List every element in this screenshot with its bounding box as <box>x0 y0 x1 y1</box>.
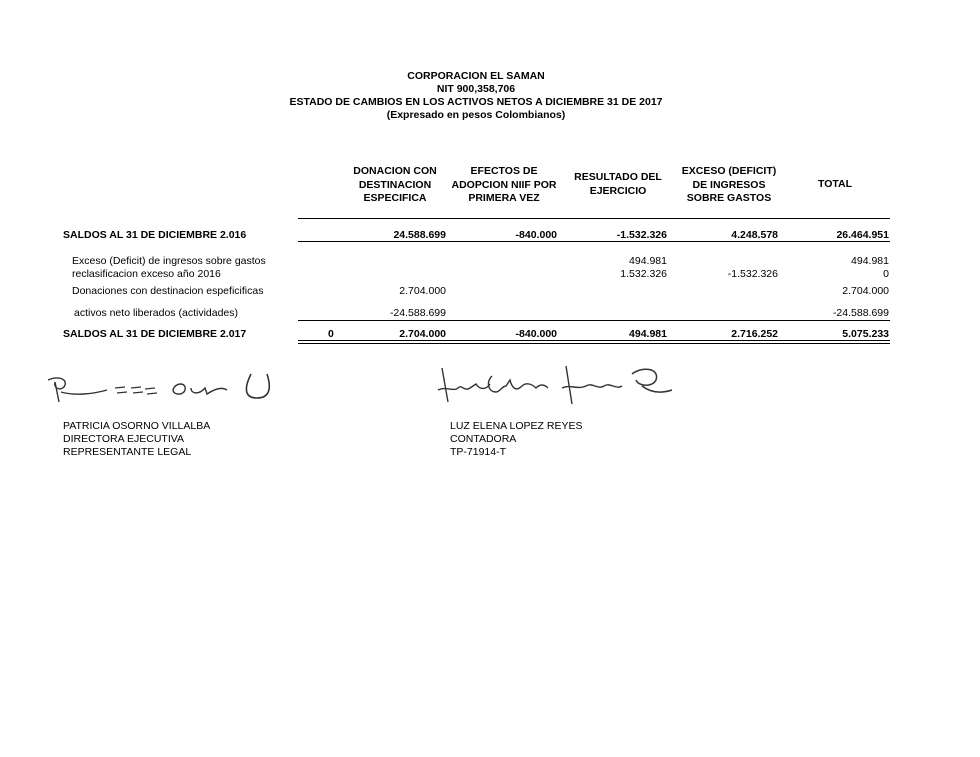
cell-reclasificacion-exceso: -1.532.326 <box>727 268 778 280</box>
signer-right-role: TP-71914-T <box>450 446 507 458</box>
statement-title: ESTADO DE CAMBIOS EN LOS ACTIVOS NETOS A DICIEMBRE 31 DE 2017 <box>289 96 663 108</box>
cell-saldos-2016-niif: -840.000 <box>515 229 557 241</box>
cell-saldos-2017-exceso: 2.716.252 <box>731 328 778 340</box>
cell-saldos-2016-resultado: -1.532.326 <box>616 229 667 241</box>
cell-saldos-2016-total: 26.464.951 <box>836 229 889 241</box>
signer-left-role: REPRESENTANTE LEGAL <box>63 446 192 458</box>
column-header-donacion: DONACION CON DESTINACION ESPECIFICA <box>353 165 437 204</box>
cell-saldos-2017-donacion: 2.704.000 <box>399 328 446 340</box>
header-rule <box>298 218 890 219</box>
cell-reclasificacion-total: 0 <box>883 268 889 280</box>
signer-right-title: CONTADORA <box>450 433 517 445</box>
cell-donaciones-total: 2.704.000 <box>842 285 889 297</box>
row-label-saldos-2017: SALDOS AL 31 DE DICIEMBRE 2.017 <box>63 328 247 340</box>
cell-activos-donacion: -24.588.699 <box>389 307 446 319</box>
row-label-activos: activos neto liberados (actividades) <box>74 307 239 319</box>
cell-saldos-2017-total: 5.075.233 <box>842 328 889 340</box>
double-rule-top <box>298 340 890 341</box>
currency-note: (Expresado en pesos Colombianos) <box>386 109 566 121</box>
cell-exceso-resultado: 494.981 <box>629 255 667 267</box>
cell-saldos-2016-donacion: 24.588.699 <box>393 229 446 241</box>
signer-left-name: PATRICIA OSORNO VILLALBA <box>63 420 211 432</box>
row-label-exceso: Exceso (Deficit) de ingresos sobre gastos <box>72 255 266 267</box>
row-label-donaciones: Donaciones con destinacion espeficificas <box>72 285 264 297</box>
cell-activos-total: -24.588.699 <box>832 307 889 319</box>
company-nit: NIT 900,358,706 <box>436 83 516 95</box>
saldos-2016-rule <box>298 241 890 242</box>
signature-right <box>436 362 676 412</box>
signer-right-name: LUZ ELENA LOPEZ REYES <box>450 420 583 432</box>
column-header-exceso: EXCESO (DEFICIT) DE INGRESOS SOBRE GASTOS <box>681 165 777 204</box>
signer-left-title: DIRECTORA EJECUTIVA <box>63 433 184 445</box>
signature-left <box>45 368 285 408</box>
activos-rule <box>298 320 890 321</box>
cell-saldos-2017-prefix: 0 <box>328 328 334 340</box>
row-label-reclasificacion: reclasificacion exceso año 2016 <box>72 268 221 280</box>
cell-saldos-2017-resultado: 494.981 <box>629 328 667 340</box>
column-header-efectos-niif: EFECTOS DE ADOPCION NIIF POR PRIMERA VEZ <box>451 165 557 204</box>
double-rule-bottom <box>298 343 890 344</box>
column-header-total: TOTAL <box>817 178 853 190</box>
row-label-saldos-2016: SALDOS AL 31 DE DICIEMBRE 2.016 <box>63 229 247 241</box>
cell-reclasificacion-resultado: 1.532.326 <box>620 268 667 280</box>
cell-saldos-2016-exceso: 4.248.578 <box>731 229 778 241</box>
cell-exceso-total: 494.981 <box>851 255 889 267</box>
column-header-resultado: RESULTADO DEL EJERCICIO <box>574 171 662 197</box>
cell-donaciones-donacion: 2.704.000 <box>399 285 446 297</box>
cell-saldos-2017-niif: -840.000 <box>515 328 557 340</box>
company-name: CORPORACION EL SAMAN <box>407 70 545 82</box>
